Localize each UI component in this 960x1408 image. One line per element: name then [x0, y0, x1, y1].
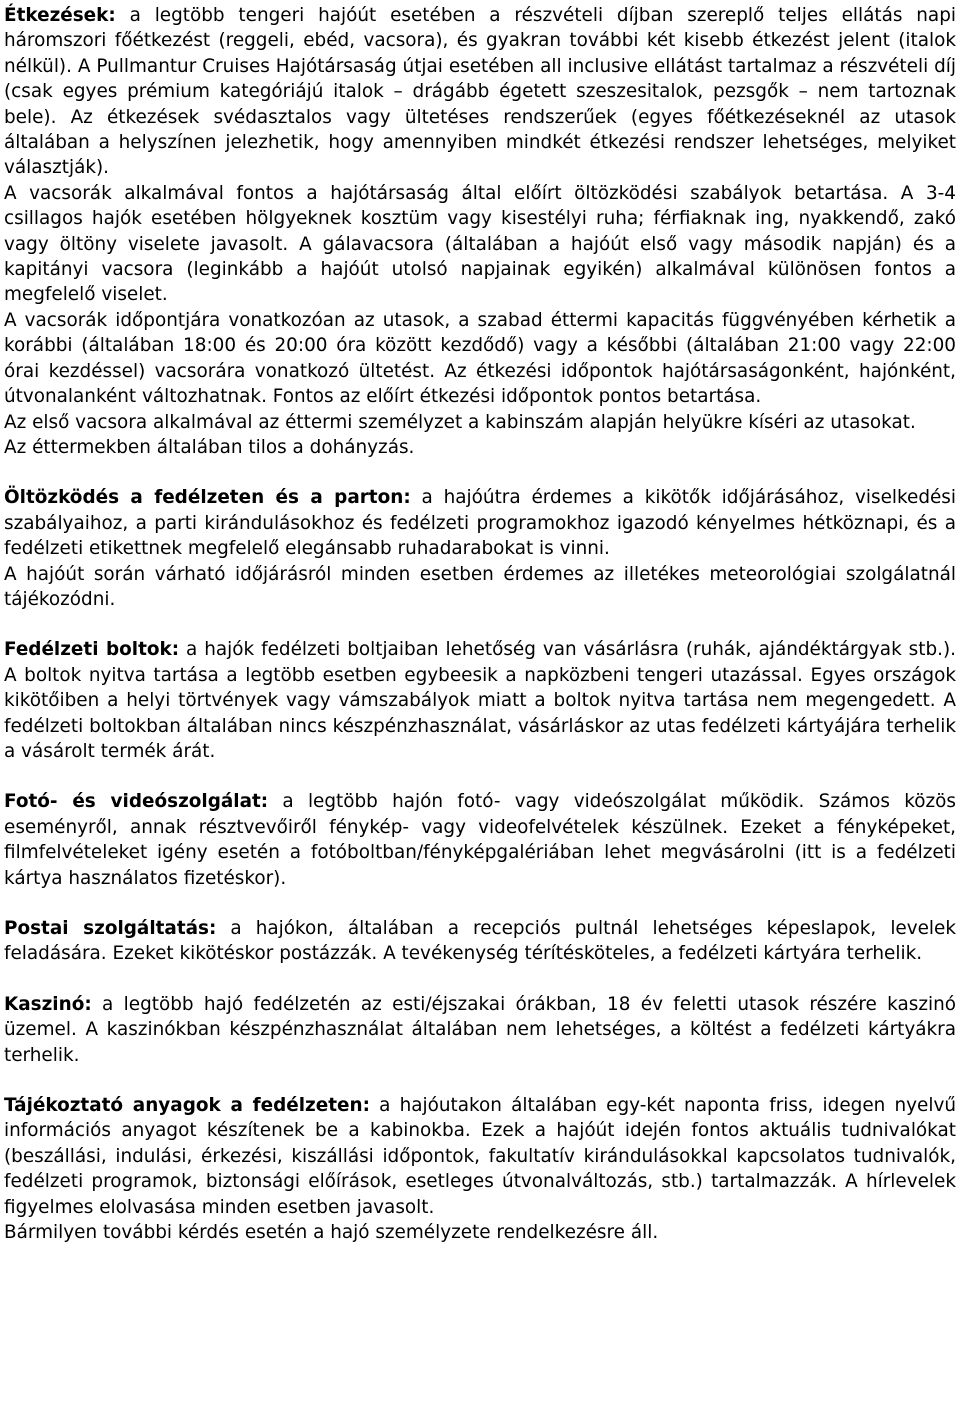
- section-text: a legtöbb hajón fotó- vagy videószolgálat működik. Számos közös eseményről, annak résztvevőiről fénykép- vagy videofelvételek készülnek. Ezeket a fényképeket, filmfelvételeket igény esetén a fotóboltban/fényképgalériában lehet megvásárolni (itt is a fedélzeti kártya használatos fizetéskor).: [4, 791, 956, 889]
- section-oltozkodes: [4, 485, 956, 561]
- section-foto: [4, 789, 956, 891]
- spacer: [4, 612, 956, 637]
- section-title: Kaszinó:: [4, 993, 92, 1015]
- section-text: a hajóútra érdemes a kikötők időjárásához, viselkedési szabályaihoz, a parti kirándulásokhoz és fedélzeti programokhoz igazodó kényelmes hétköznapi, és a fedélzeti etikettnek megfelelő elegánsabb ruhadarabokat is vinni.: [4, 487, 956, 560]
- paragraph: A vacsorák időpontjára vonatkozóan az utasok, a szabad éttermi kapacitás függvényében kérhetik a korábbi (általában 18:00 és 20:00 óra között kezdődő) vagy a későbbi (általában 21:00 vagy 22:00 órai kezdéssel) vacsorára vonatkozó ültetést. Az étkezési időpontok hajótársaságonként, hajónként, útvonalanként változhatnak. Fontos az előírt étkezési időpontok pontos betartása.: [4, 309, 956, 408]
- spacer: [4, 460, 956, 485]
- spacer: [4, 891, 956, 916]
- paragraph: Az éttermekben általában tilos a dohányzás.: [4, 436, 415, 458]
- section-text: a legtöbb hajó fedélzetén az esti/éjszakai órákban, 18 év feletti utasok részére kaszinó üzemel. A kaszinókban készpénzhasználat általában nem lehetséges, a költést a fedélzeti kártyákra terhelik.: [4, 993, 956, 1066]
- section-title: Fotó- és videószolgálat:: [4, 791, 269, 813]
- section-title: Étkezések:: [4, 5, 116, 26]
- section-tajekoztato: [4, 1093, 956, 1220]
- spacer: [4, 967, 956, 992]
- section-text: a hajóutakon általában egy-két naponta friss, idegen nyelvű információs anyagot készítenek be a kabinokba. Ezek a hajóút idején fontos aktuális tudnivalókat (beszállási, indulási, érkezési, kiszállási időpontok, fakultatív kirándulásokkal kapcsolatos tudnivalók, fedélzeti programok, biztonsági előírások, esetleges útvonalváltozás, stb.) tartalmazzák. A hírlevelek figyelmes elolvasása minden esetben javasolt.: [4, 1095, 956, 1218]
- section-text: a hajókon, általában a recepciós pultnál lehetséges képeslapok, levelek feladására. Ezeket kikötéskor postázzák. A tevékenység térítésköteles, a fedélzeti kártyára terhelik.: [4, 918, 957, 965]
- paragraph: Bármilyen további kérdés esetén a hajó személyzete rendelkezésre áll.: [4, 1222, 659, 1244]
- section-kaszino: [4, 992, 956, 1068]
- spacer: [4, 764, 956, 789]
- section-postai: [4, 916, 956, 967]
- section-text: a legtöbb tengeri hajóút esetében a részvételi díjban szereplő teljes ellátás napi háromszori főétkezést (reggeli, ebéd, vacsora), és gyakran további két kisebb étkezést jelent (italok nélkül). A Pullmantur Cruises Hajótársaság útjai esetében all inclusive ellátást tartalmaz a részvételi díj (csak egyes prémium kategóriájú italok – drágább égetett szeszesitalok, pezsgők – nem tartoznak bele). Az étkezések svédasztalos vagy ültetéses rendszerűek (egyes főétkezéseknél az utasok általában a helyszínen jelezhetik, hogy amennyiben mindkét étkezési rendszer lehetséges, melyiket választják).: [4, 5, 956, 179]
- section-title: Fedélzeti boltok:: [4, 639, 180, 661]
- section-title: Postai szolgáltatás:: [4, 918, 217, 939]
- section-title: Öltözködés a fedélzeten és a parton:: [4, 487, 411, 509]
- paragraph: A hajóút során várható időjárásról minden esetben érdemes az illetékes meteorológiai szolgálatnál tájékozódni.: [4, 563, 956, 610]
- paragraph: Az első vacsora alkalmával az éttermi személyzet a kabinszám alapján helyükre kíséri az utasokat.: [4, 411, 916, 433]
- paragraph: A vacsorák alkalmával fontos a hajótársaság által előírt öltözködési szabályok betartása. A 3-4 csillagos hajók esetében hölgyeknek kosztüm vagy kisestélyi ruha; férfiaknak ing, nyakkendő, zakó vagy öltöny viselete javasolt. A gálavacsora (általában a hajóút első vagy második napján) és a kapitányi vacsora (leginkább a hajóút utolsó napjainak egyikén) alkalmával különösen fontos a megfelelő viselet.: [4, 182, 956, 306]
- spacer: [4, 1068, 956, 1093]
- section-text: a hajók fedélzeti boltjaiban lehetőség van vásárlásra (ruhák, ajándéktárgyak stb.). A boltok nyitva tartása a legtöbb esetben egybeesik a napközbeni tengeri utazással. Egyes országok kikötőiben a helyi törtvények vagy vámszabályok miatt a boltok nyitva tartása nem megengedett. A fedélzeti boltokban általában nincs készpénzhasználat, vásárláskor az utas fedélzeti kártyájára terhelik a vásárolt termék árát.: [4, 639, 956, 762]
- section-title: Tájékoztató anyagok a fedélzeten:: [4, 1095, 370, 1117]
- section-etkezesek: [4, 3, 956, 181]
- section-boltok: [4, 637, 956, 764]
